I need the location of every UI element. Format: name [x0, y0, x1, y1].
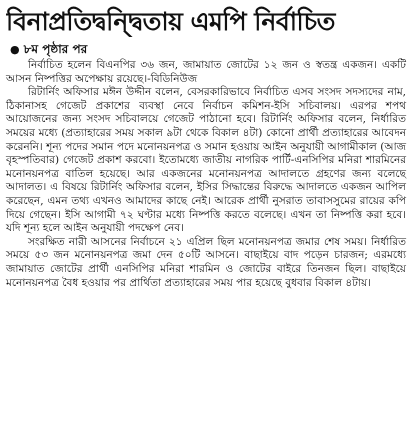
bullet-icon: ●: [10, 43, 20, 56]
continued-from-line: [10, 41, 406, 58]
article-headline: বিনাপ্রতিদ্বন্দ্বিতায় এমপি নির্বাচিত: [6, 7, 335, 36]
article-paragraph: নির্বাচিত হলেন বিএনপির ৩৬ জন, জামায়াত জোটের ১২ জন ও স্বতন্ত্র একজন। একটি আসন নিষ্পত্তির অপেক্ষায় রয়েছে।-বিডিনিউজ: [6, 59, 406, 85]
article-paragraph: রিটার্নিং অফিসার মঈন উদ্দীন বলেন, বেসরকারিভাবে নির্বাচিত এসব সংসদ সদস্যদের নাম, ঠিকানাসহ গেজেট প্রকাশের ব্যবস্থা নেবে নির্বাচন কমিশন-ইসি সচিবালয়। এরপর শপথ আয়োজনের জন্য সংসদ সচিবালয়ে গেজেট পাঠানো হবে। রিটার্নিং অফিসার বলেন, নির্ধারিত সময়ের মধ্যে (প্রত্যাহারের সময় সকাল ৯টা থেকে বিকাল ৪টা) কোনো প্রার্থী প্রত্যাহারের আবেদন করেননি। শূন্য পদের সমান পদে মনোনয়নপত্র ও সমান হওয়ায় আইন অনুযায়ী আগামীকাল (আজ বৃহস্পতিবার) গেজেট প্রকাশ করবো। ইতোমধ্যে জাতীয় নাগরিক পার্টি-এনসিপির মনিরা শারমিনের মনোনয়নপত্র বাতিল হয়েছে। আর একজনের মনোনয়নপত্র আদালতে গ্রহণের জন্য বলেছে আদালত। এ বিষয়ে রিটার্নিং অফিসার বলেন, ইসির সিদ্ধান্তের বিরুদ্ধে আদালতে একজন আপিল করেছেন, এমন তথ্য এখনও আমাদের কাছে নেই। আরেক প্রার্থী নুসরাত তাবাসসুমের রায়ের কপি দিয়ে গেছেন। ইসি আগামী ৭২ ঘণ্টার মধ্যে নিষ্পত্তি করতে বলেছে। এখন তা নিষ্পত্তি করা হবে। যদি শূন্য হলে আইন অনুযায়ী পদক্ষেপ নেব।: [6, 86, 406, 235]
article-paragraph: সংরক্ষিত নারী আসনের নির্বাচনে ২১ এপ্রিল ছিল মনোনয়নপত্র জমার শেষ সময়। নির্ধারিত সময়ে ৫৩ জন মনোনয়নপত্র জমা দেন ৫০টি আসনে। বাছাইয়ে বাদ পড়েন চারজন; এরমধ্যে জামায়াত জোটের প্রার্থী এনসিপির মনিরা শারমিন ও জোটের বাইরে তিনজন ছিল। বাছাইয়ে মনোনয়নপত্র বৈধ হওয়ার পর প্রার্থিতা প্রত্যাহারের সময় পার হয়েছে বুধবার বিকাল ৪টায়।: [6, 235, 406, 289]
article-body: [6, 59, 406, 290]
continued-from-label: ৮ম পৃষ্ঠার পর: [23, 42, 88, 56]
